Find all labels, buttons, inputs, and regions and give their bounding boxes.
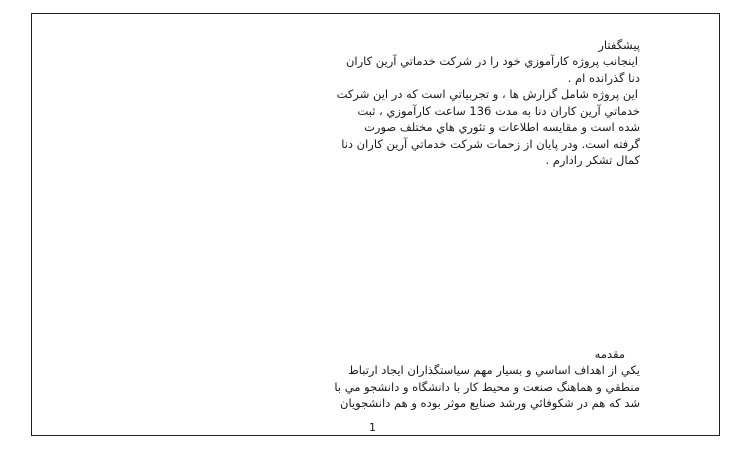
page-number: 1 (369, 421, 376, 434)
introduction-heading: مقدمه (594, 347, 625, 361)
foreword-line: کمال تشکر رادارم . (545, 153, 640, 167)
introduction-line: يکي از اهداف اساسي و بسيار مهم سياستگذاران ايجاد ارتباط (348, 363, 640, 377)
foreword-line: اين پروژه شامل گزارش ها ، و تجربياتي است که در اين شرکت (336, 87, 638, 101)
introduction-line: منطقي و هماهنگ صنعت و محيط کار با دانشگاه و دانشجو مي با (334, 379, 640, 394)
foreword-line: اینجانب پروژه کارآموزي خود را در شرکت خدماتي آرين کاران (345, 54, 638, 68)
foreword-line: شده است و مقايسه اطلاعات و تئوري هاي مختلف صورت (364, 120, 640, 134)
foreword-heading: پیشگفتار (598, 38, 640, 52)
foreword-line: گرفته است. ودر پايان از زحمات شرکت خدماتي آرين کاران دنا (341, 136, 640, 151)
introduction-line: شد که هم در شکوفائي ورشد صنايع موثر بوده و هم دانشجويان (340, 396, 640, 410)
foreword-section (120, 37, 640, 169)
foreword-line: خدماتي آرين کاران دنا به مدت 136 ساعت کارآموزي ، ثبت (357, 103, 640, 118)
foreword-line: دنا گذرانده ام . (567, 70, 640, 85)
introduction-section (120, 346, 640, 412)
